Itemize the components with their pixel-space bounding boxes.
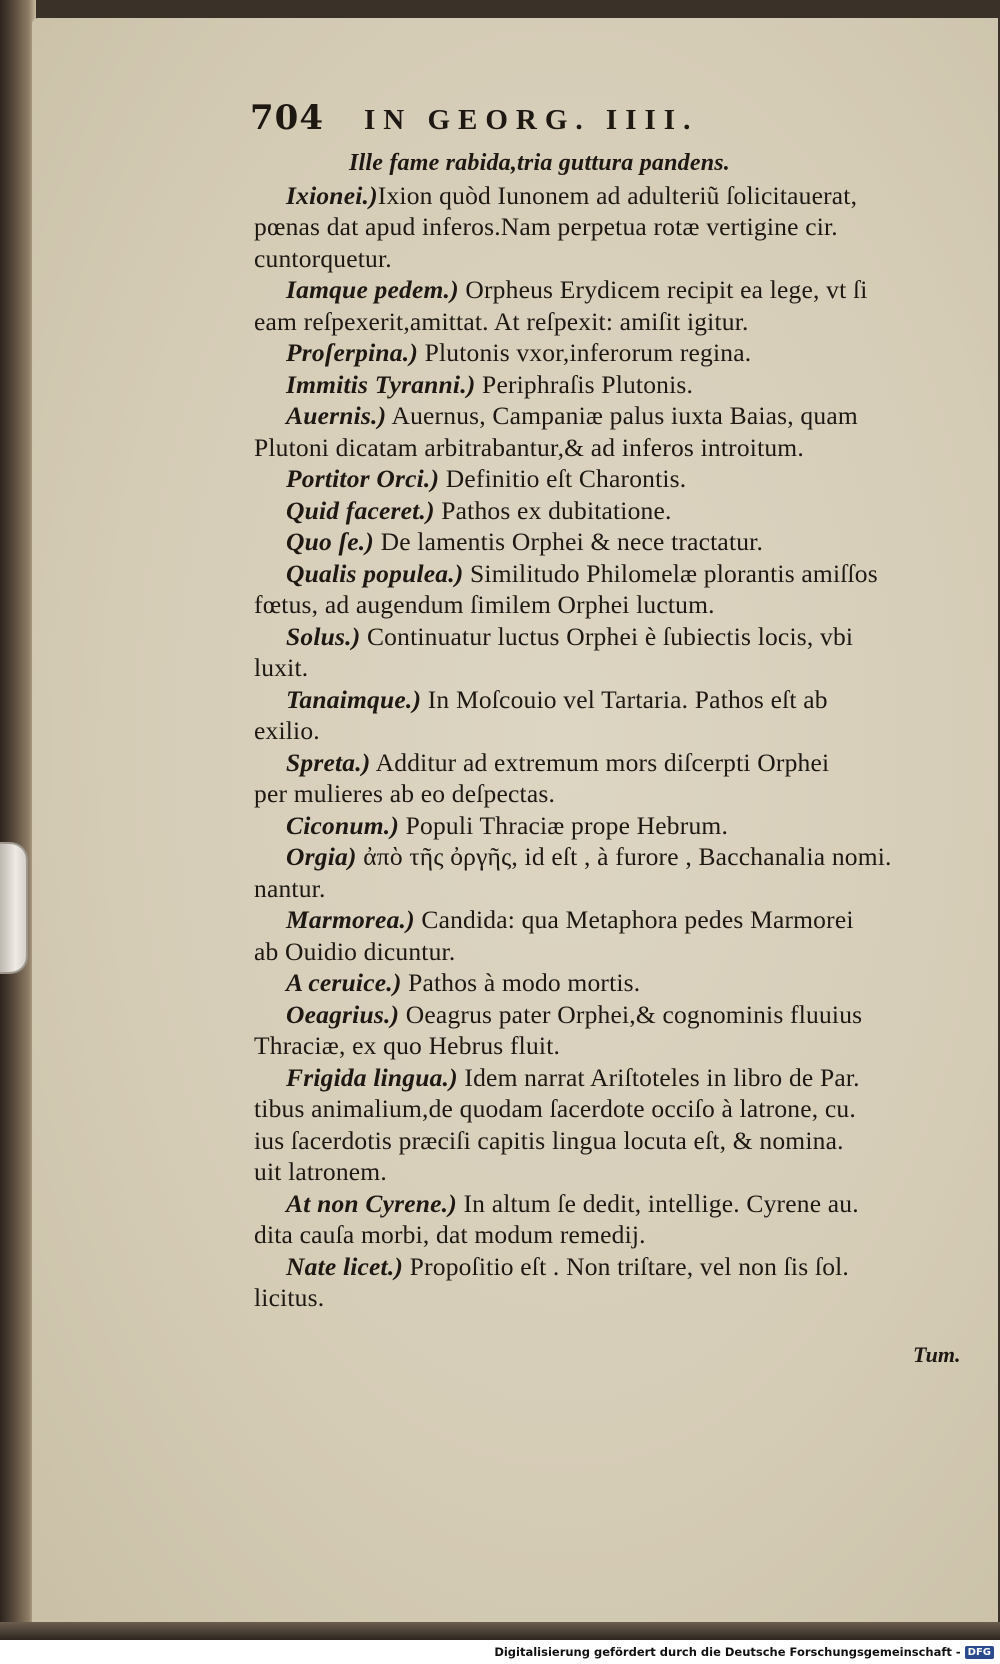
lemma: Oeagrius.): [286, 999, 400, 1029]
lemma: Quo ſe.): [286, 527, 374, 556]
text-line: [254, 1093, 984, 1125]
text-line: [254, 873, 984, 905]
lemma: Portitor Orci.): [286, 464, 440, 493]
text-line: [254, 211, 984, 243]
line-text: Ille fame rabida,tria guttura pandens.: [349, 150, 730, 176]
text-line: [254, 715, 984, 747]
text-line: [254, 274, 984, 306]
text-line: [254, 1030, 984, 1062]
text-line: [254, 558, 984, 590]
lemma: A ceruice.): [286, 968, 402, 997]
lemma: Ixionei.): [286, 180, 378, 210]
line-text: Pathos ex dubitatione.: [434, 495, 672, 525]
line-text: Continuatur luctus Orphei è ſubiectis locis, vbi: [360, 621, 854, 651]
line-text: dita cauſa morbi, dat modum remedij.: [254, 1220, 646, 1249]
line-text: nantur.: [254, 873, 326, 903]
line-text: In Moſcouio vel Tartaria. Pathos eſt ab: [421, 684, 828, 714]
line-text: licitus.: [254, 1283, 325, 1312]
lemma: Immitis Tyranni.): [286, 369, 476, 399]
line-text: exilio.: [254, 716, 320, 745]
text-line: [254, 999, 984, 1031]
text-line: [254, 904, 984, 936]
lemma: Ciconum.): [286, 810, 400, 840]
page-number: 704: [250, 98, 324, 138]
lemma: At non Cyrene.): [286, 1188, 457, 1218]
lemma: Marmorea.): [286, 905, 415, 934]
text-line: [254, 1188, 984, 1220]
text-line: [254, 841, 984, 873]
commentary-text: [254, 148, 984, 1314]
text-line: [254, 652, 984, 684]
lemma: Orgia): [286, 842, 357, 871]
text-line: [254, 495, 984, 527]
lemma: Tanaimque.): [286, 684, 422, 714]
text-line: [254, 1251, 984, 1283]
line-text: In altum ſe dedit, intellige. Cyrene au.: [456, 1188, 859, 1218]
line-text: Auernus, Campaniæ palus iuxta Baias, quam: [386, 401, 858, 430]
lemma: Proſerpina.): [286, 338, 419, 367]
lemma: Iamque pedem.): [286, 275, 459, 304]
text-line: [254, 432, 984, 464]
funding-credit: Digitalisierung gefördert durch die Deutsche Forschungsgemeinschaft -: [494, 1645, 961, 1659]
text-line: [254, 621, 984, 653]
line-text: De lamentis Orphei & nece tractatur.: [374, 527, 764, 556]
line-text: Additur ad extremum mors diſcerpti Orphei: [370, 747, 830, 777]
text-line: [254, 306, 984, 338]
text-line: [254, 463, 984, 495]
line-text: Plutonis vxor,inferorum regina.: [418, 338, 752, 367]
line-text: tibus animalium,de quodam ſacerdote occiſo à latrone, cu.: [254, 1094, 856, 1123]
line-text: per mulieres ab eo deſpectas.: [254, 779, 556, 808]
line-text: ius ſacerdotis præciſi capitis lingua locuta eſt, & nomina.: [254, 1125, 844, 1155]
line-text: Periphraſis Plutonis.: [475, 369, 694, 399]
line-text: Pathos à modo mortis.: [401, 968, 641, 997]
running-head: IN GEORG. IIII.: [363, 104, 699, 136]
line-text: Thraciæ, ex quo Hebrus fluit.: [254, 1031, 561, 1060]
text-line: [254, 1125, 984, 1157]
line-text: eam reſpexerit,amittat. At reſpexit: amiſit igitur.: [254, 306, 749, 336]
line-text: uit latronem.: [254, 1157, 387, 1186]
text-line: [254, 778, 984, 810]
catchword: Tum.: [913, 1342, 961, 1367]
page-clip: [0, 842, 28, 974]
lemma: Spreta.): [286, 747, 371, 777]
lemma: Solus.): [286, 621, 361, 651]
text-line: [254, 684, 984, 716]
line-text: pœnas dat apud inferos.Nam perpetua rotæ vertigine cir.: [254, 212, 838, 241]
line-text: luxit.: [254, 653, 309, 682]
line-text: Idem narrat Ariſtoteles in libro de Par.: [457, 1062, 860, 1092]
text-line: [254, 180, 984, 212]
text-line: [254, 526, 984, 558]
text-line: [254, 369, 984, 401]
line-text: Plutoni dicatam arbitrabantur,& ad inferos introitum.: [254, 432, 804, 462]
line-text: Similitudo Philomelæ plorantis amiſſos: [463, 558, 878, 588]
dfg-logo: DFG: [965, 1646, 994, 1659]
text-line: [254, 1156, 984, 1188]
text-line: [254, 1219, 984, 1251]
verse-quotation: [254, 148, 984, 180]
text-line: [254, 1282, 984, 1314]
book-spine-edge: [0, 0, 36, 1640]
digitization-footer: [0, 1640, 1000, 1664]
line-text: cuntorquetur.: [254, 243, 392, 273]
line-text: Oeagrus pater Orphei,& cognominis fluuius: [399, 999, 863, 1029]
text-line: [254, 810, 984, 842]
page-bottom-shadow: [0, 1622, 1000, 1640]
text-line: [254, 589, 984, 621]
text-line: [254, 747, 984, 779]
line-text: Ixion quòd Iunonem ad adulteriũ ſolicitauerat,: [377, 180, 858, 210]
line-text: Propoſitio eſt . Non triſtare, vel non ſis ſol.: [403, 1251, 849, 1281]
text-line: [254, 337, 984, 369]
line-text: Candida: qua Metaphora pedes Marmorei: [414, 905, 854, 934]
text-line: [254, 936, 984, 968]
lemma: Nate licet.): [286, 1251, 404, 1281]
lemma: Qualis populea.): [286, 558, 464, 588]
line-text: fœtus, ad augendum ſimilem Orphei luctum.: [254, 590, 715, 619]
line-text: ab Ouidio dicuntur.: [254, 936, 456, 966]
line-text: Orpheus Erydicem recipit ea lege, vt ſi: [458, 275, 868, 304]
line-text: Populi Thraciæ prope Hebrum.: [399, 810, 729, 840]
text-line: [254, 967, 984, 999]
line-text: Definitio eſt Charontis.: [439, 464, 687, 493]
lemma: Quid faceret.): [286, 495, 435, 525]
line-text: ἀπὸ τῆς ὀργῆς, id eſt , à furore , Bacchanalia nomi.: [356, 842, 892, 871]
text-line: [254, 400, 984, 432]
page-header: [250, 98, 870, 142]
lemma: Auernis.): [286, 401, 387, 430]
text-line: [254, 243, 984, 275]
lemma: Frigida lingua.): [286, 1062, 458, 1092]
text-line: [254, 1062, 984, 1094]
